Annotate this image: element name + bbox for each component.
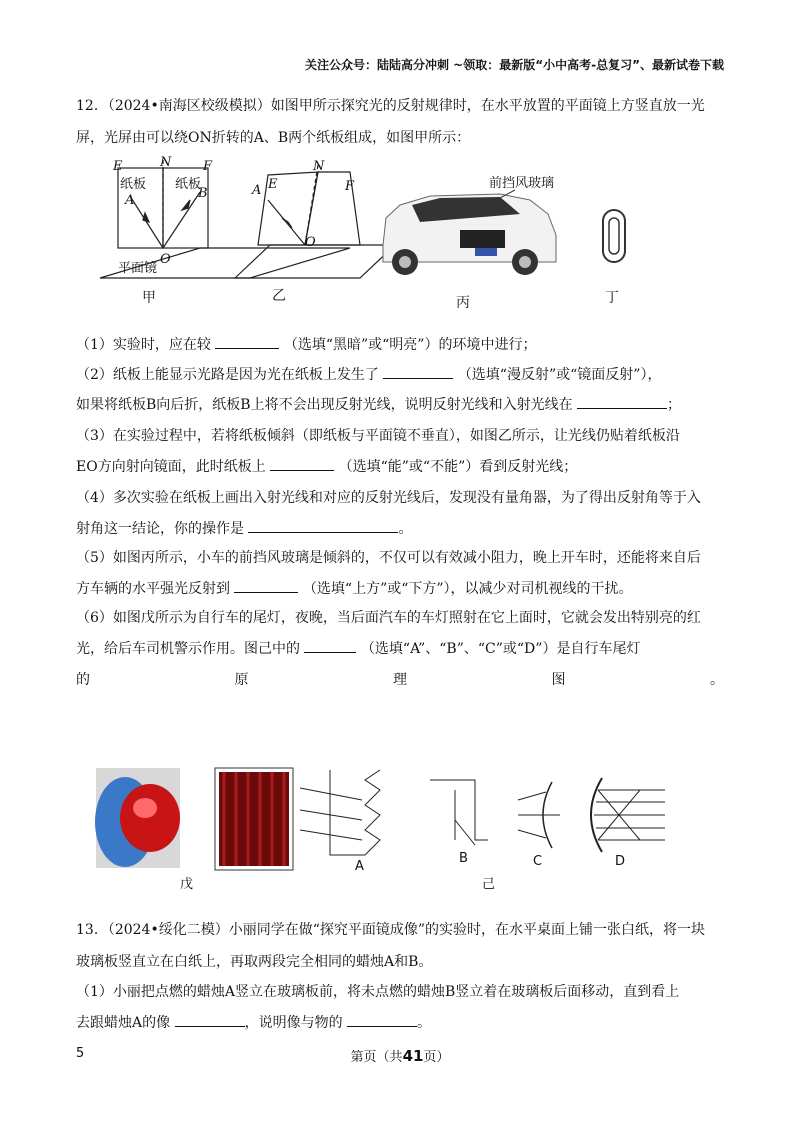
blank-8[interactable] [175, 1012, 245, 1027]
page-number: 5 [76, 1046, 85, 1061]
q13-p1-cont: 去跟蜡烛A的像 ，说明像与物的 。 [76, 1012, 724, 1033]
fig2-E: E [268, 177, 278, 192]
q12-p2-cont: 如果将纸板B向后折，纸板B上将不会出现反射光线，说明反射光线和入射光线在 ； [76, 394, 724, 415]
caption-bing: 丙 [456, 295, 470, 311]
q13-line2: 玻璃板竖直立在白纸上，再取两段完全相同的蜡烛A和B。 [76, 954, 433, 970]
caption-D: D [615, 854, 626, 869]
figure-ji-B [430, 780, 488, 845]
page-count: 第页（共41页） [350, 1047, 450, 1065]
q12-p1: （1）实验时，应在较 （选填“黑暗”或“明亮”）的环境中进行； [76, 334, 724, 355]
fig1-A: A [125, 193, 135, 208]
fig1-F: F [203, 159, 213, 174]
q13-line1: 13．（2024•绥化二模）小丽同学在做“探究平面镜成像”的实验时，在水平桌面上铺一张白纸，将一块 [76, 922, 706, 938]
q12-p2: （2）纸板上能显示光路是因为光在纸板上发生了 （选填“漫反射”或“镜面反射”）， [76, 364, 724, 385]
figure-ji-A [300, 770, 380, 855]
figure-ji-C [518, 782, 560, 848]
car-label: 前挡风玻璃 [489, 176, 555, 191]
fig1-B: B [198, 186, 208, 201]
caption-C: C [533, 854, 543, 869]
q12-p5-cont: 方车辆的水平强光反射到 （选填“上方”或“下方”），以减少对司机视线的干扰。 [76, 578, 724, 599]
caption-ji: 己 [482, 877, 496, 892]
caption-wu: 戊 [180, 877, 194, 892]
figure-wu-texture [215, 768, 293, 870]
fig1-mirror: 平面镜 [118, 261, 158, 276]
caption-jia: 甲 [142, 290, 156, 306]
caption-B: B [459, 851, 468, 866]
caption-A: A [355, 859, 364, 874]
page-header: 关注公众号：陆陆高分冲刺 ~领取：最新版“小中高考-总复习”、最新试卷下载 [305, 58, 724, 72]
figure-ji-D [591, 778, 665, 852]
fig1-E: E [113, 159, 123, 174]
fig2-F: F [345, 179, 355, 194]
q12-line1: 12．（2024•南海区校级模拟）如图甲所示探究光的反射规律时，在水平放置的平面镜上方竖直放一光 [76, 98, 705, 114]
fig2-A: A [252, 183, 262, 198]
q12-p5: （5）如图丙所示，小车的前挡风玻璃是倾斜的，不仅可以有效减小阻力，晚上开车时，还能将来自后 [76, 550, 701, 566]
q13-p1: （1）小丽把点燃的蜡烛A竖立在玻璃板前，将未点燃的蜡烛B竖立着在玻璃板后面移动，直到看上 [76, 984, 680, 1000]
q12-p3: （3）在实验过程中，若将纸板倾斜（即纸板与平面镜不垂直），如图乙所示，让光线仍贴着纸板沿 [76, 428, 680, 444]
fig2-N: N [313, 159, 325, 174]
q12-p6-cont: 光，给后车司机警示作用。图己中的 （选填“A”、“B”、“C”或“D”）是自行车尾灯 [76, 638, 724, 659]
fig1-paper-left: 纸板 [120, 177, 147, 192]
q12-line2: 屏，光屏由可以绕ON折转的A、B两个纸板组成，如图甲所示： [76, 130, 471, 146]
fig1-paper-right: 纸板 [175, 177, 202, 192]
caption-ding: 丁 [605, 290, 619, 306]
fig2-O: O [305, 235, 316, 250]
caption-yi: 乙 [272, 288, 286, 304]
q12-p6-end: 的 原 理 图 。 [76, 672, 724, 688]
q12-p6: （6）如图戊所示为自行车的尾灯，夜晚，当后面汽车的车灯照射在它上面时，它就会发出特别亮的红 [76, 610, 701, 626]
fig1-N: N [160, 155, 172, 170]
blank-9[interactable] [347, 1012, 417, 1027]
q12-p3-cont: EO方向射向镜面，此时纸板上 （选填“能”或“不能”）看到反射光线； [76, 456, 724, 477]
q12-p4: （4）多次实验在纸板上画出入射光线和对应的反射光线后，发现没有量角器，为了得出反射角等于入 [76, 490, 701, 506]
figure-wu-taillight [95, 768, 180, 868]
fig1-O: O [160, 252, 171, 267]
q12-p4-cont: 射角这一结论，你的操作是 。 [76, 518, 724, 539]
